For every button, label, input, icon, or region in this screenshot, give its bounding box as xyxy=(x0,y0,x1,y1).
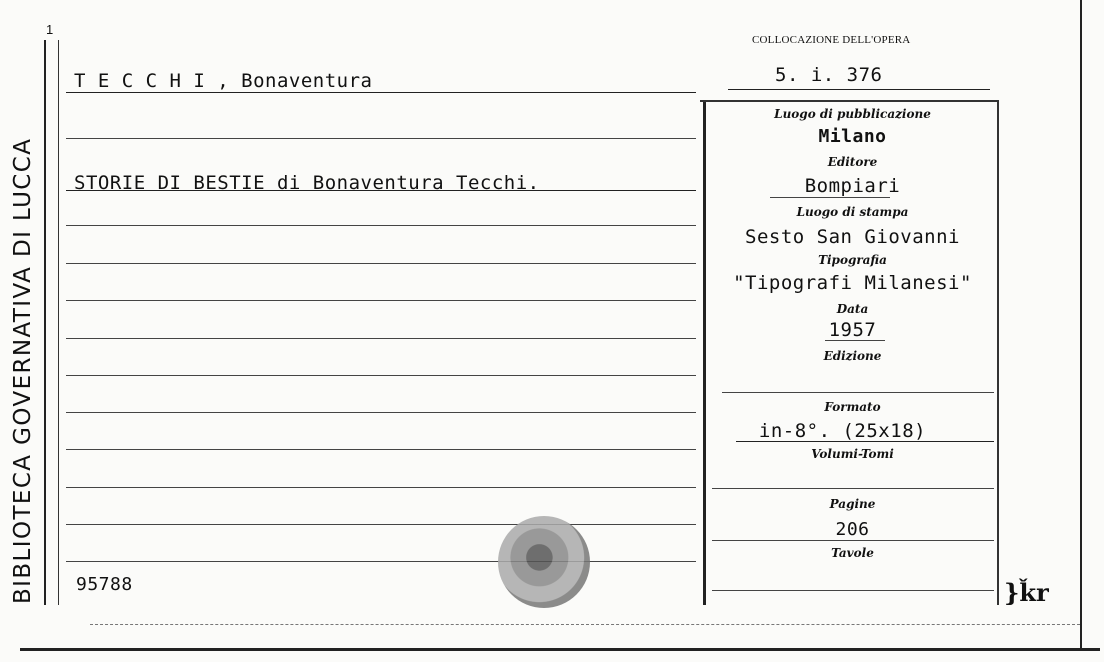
label-luogo-pubblicazione: Luogo di pubblicazione xyxy=(774,107,931,121)
data-rule xyxy=(825,340,885,341)
card-number: 1 xyxy=(46,22,54,37)
collocazione-label: COLLOCAZIONE DELL'OPERA xyxy=(752,34,911,46)
pagine-rule xyxy=(712,540,994,541)
ruled-line xyxy=(66,449,696,450)
ruled-line xyxy=(66,524,696,525)
ruled-line xyxy=(66,225,696,226)
value-formato: in-8°. (25x18) xyxy=(758,420,927,442)
card-bottom-dotted xyxy=(90,624,1080,625)
label-tavole: Tavole xyxy=(831,546,874,560)
collocazione-value: 5. i. 376 xyxy=(775,64,883,86)
inventory-number: 95788 xyxy=(76,574,133,595)
title-line: STORIE DI BESTIE di Bonaventura Tecchi. xyxy=(74,172,540,194)
label-formato: Formato xyxy=(824,400,881,414)
volumi-rule xyxy=(712,488,994,489)
tavole-rule xyxy=(712,590,994,591)
value-pagine: 206 xyxy=(835,519,870,540)
card-right-edge xyxy=(1080,0,1082,650)
left-margin-line xyxy=(58,40,59,605)
ruled-line xyxy=(66,561,696,562)
panel-left-border xyxy=(703,100,706,605)
editore-rule xyxy=(770,197,890,198)
ruled-line xyxy=(66,487,696,488)
formato-rule xyxy=(736,441,994,442)
label-data: Data xyxy=(836,302,869,316)
label-edizione: Edizione xyxy=(823,349,882,363)
author-line: T E C C H I , Bonaventura xyxy=(74,70,373,92)
author-rule xyxy=(66,92,696,93)
ruled-line xyxy=(66,138,696,139)
card-bottom-edge xyxy=(20,648,1100,651)
collocazione-rule xyxy=(728,89,990,90)
ruled-line xyxy=(66,375,696,376)
ruled-line xyxy=(66,300,696,301)
value-data: 1957 xyxy=(828,319,877,341)
panel-right-border xyxy=(997,100,999,605)
value-luogo-stampa: Sesto San Giovanni xyxy=(745,226,960,248)
value-editore: Bompiari xyxy=(804,175,901,197)
handwritten-mark: }ǩr xyxy=(1004,578,1049,607)
library-stamp xyxy=(498,516,590,608)
value-tipografia: "Tipografi Milanesi" xyxy=(733,272,972,294)
title-rule xyxy=(66,190,696,191)
ruled-line xyxy=(66,338,696,339)
ruled-line xyxy=(66,412,696,413)
label-pagine: Pagine xyxy=(829,497,876,511)
edizione-rule xyxy=(722,392,994,393)
label-tipografia: Tipografia xyxy=(818,253,887,267)
label-luogo-stampa: Luogo di stampa xyxy=(796,205,909,219)
library-name: BIBLIOTECA GOVERNATIVA DI LUCCA xyxy=(10,137,36,604)
label-volumi-tomi: Volumi-Tomi xyxy=(811,447,894,461)
label-editore: Editore xyxy=(827,155,878,169)
value-luogo-pubblicazione: Milano xyxy=(818,126,887,147)
panel-top-border xyxy=(700,100,997,102)
left-border xyxy=(44,40,46,605)
ruled-line xyxy=(66,263,696,264)
